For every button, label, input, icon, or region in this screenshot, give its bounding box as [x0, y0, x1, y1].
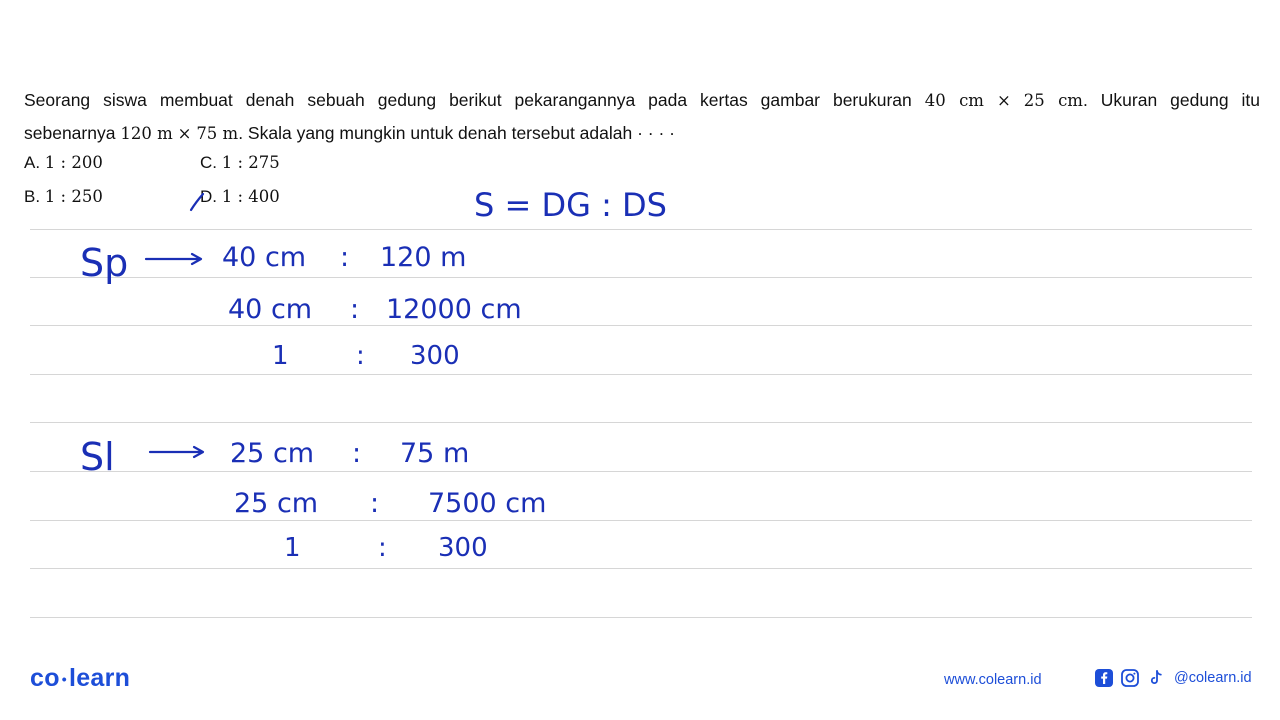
question-line-1-text: Seorang siswa membuat denah sebuah gedung berikut pekarangannya pada kertas gambar berukuran	[24, 90, 912, 110]
option-c-value: 1 : 275	[221, 153, 280, 172]
facebook-icon[interactable]	[1094, 668, 1114, 688]
option-d-letter: D.	[200, 187, 217, 206]
sl-row2-colon: :	[370, 488, 380, 519]
formula-text: S = DG : DS	[474, 186, 667, 224]
option-b-letter: B.	[24, 187, 41, 206]
sp-row1-left: 40 cm	[222, 242, 307, 273]
sl-row1-right: 75 m	[400, 438, 470, 469]
sl-row2-right: 7500 cm	[428, 488, 547, 519]
sp-row1-colon: :	[340, 242, 350, 273]
sp-row2-left: 40 cm	[228, 294, 313, 325]
ellipsis: · · · ·	[637, 123, 676, 143]
sp-label: Sp	[80, 241, 129, 285]
question-line-2-start: sebenarnya	[24, 123, 116, 143]
arrow-icon	[150, 447, 203, 457]
logo-dot: •	[61, 671, 67, 688]
instagram-icon[interactable]	[1120, 668, 1140, 688]
option-d-value: 1 : 400	[221, 187, 280, 206]
sl-row3-right: 300	[438, 533, 488, 563]
option-a-letter: A.	[24, 153, 41, 172]
sp-row2-right: 12000 cm	[386, 294, 522, 325]
sp-row1-right: 120 m	[380, 242, 467, 273]
real-height: 75 m	[196, 124, 239, 143]
social-links	[1094, 668, 1252, 688]
paper-height: 25 cm	[1023, 91, 1083, 110]
sl-row3-left: 1	[284, 533, 301, 563]
real-width: 120 m	[120, 124, 173, 143]
arrow-icon	[146, 254, 201, 264]
sl-row3-colon: :	[378, 533, 387, 563]
sl-row1-colon: :	[352, 438, 362, 469]
question-line-1-end: . Ukuran gedung itu	[1082, 90, 1260, 110]
sp-row3-right: 300	[410, 341, 460, 371]
check-mark	[191, 194, 203, 210]
sl-row2-left: 25 cm	[234, 488, 319, 519]
question-line-2-end: . Skala yang mungkin untuk denah tersebut adalah	[238, 123, 633, 143]
website-link[interactable]: www.colearn.id	[944, 672, 1042, 688]
sl-row1-left: 25 cm	[230, 438, 315, 469]
sp-row2-colon: :	[350, 294, 360, 325]
sl-label: Sl	[80, 435, 115, 479]
sp-row3-colon: :	[356, 341, 365, 371]
logo-right: learn	[68, 664, 131, 692]
times-sign-2: ×	[177, 124, 192, 143]
option-c-letter: C.	[200, 153, 217, 172]
option-a-value: 1 : 200	[44, 153, 103, 172]
option-b-value: 1 : 250	[44, 187, 103, 206]
tiktok-icon[interactable]	[1146, 668, 1166, 688]
paper-width: 40 cm	[924, 91, 984, 110]
times-sign: ×	[996, 91, 1011, 110]
logo-left: co	[30, 664, 60, 692]
social-handle[interactable]: @colearn.id	[1174, 670, 1252, 686]
colearn-logo	[30, 664, 130, 693]
sp-row3-left: 1	[272, 341, 289, 371]
